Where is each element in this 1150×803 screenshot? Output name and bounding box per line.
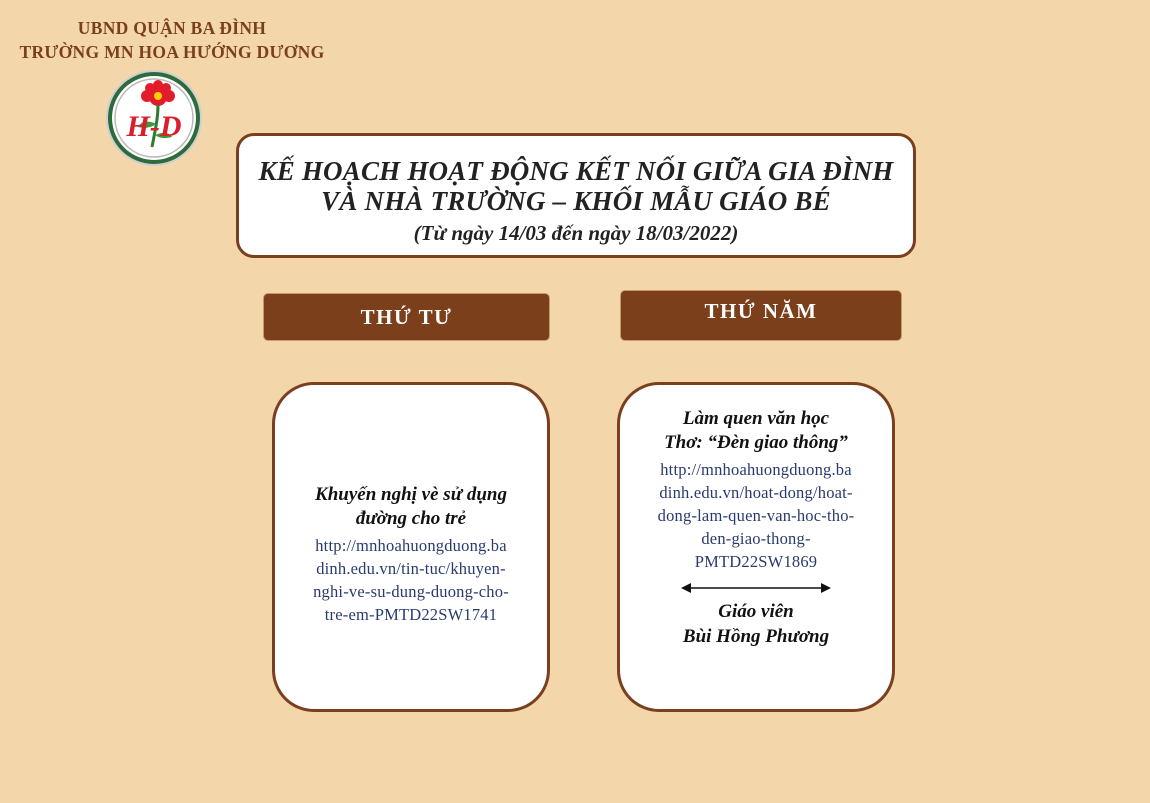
tab-wednesday: THỨ TƯ xyxy=(263,293,550,341)
activity-card-wednesday xyxy=(272,382,550,712)
activity-link[interactable] xyxy=(275,534,547,626)
plan-date-range: (Từ ngày 14/03 đến ngày 18/03/2022) xyxy=(413,221,739,245)
school-header xyxy=(0,16,344,64)
activity-link-line[interactable]: http://mnhoahuongduong.ba xyxy=(315,536,507,555)
activity-link-line[interactable]: tre-em-PMTD22SW1741 xyxy=(324,605,498,624)
double-arrow-divider xyxy=(681,581,831,595)
plan-title-line-1: KẾ HOẠCH HOẠT ĐỘNG KẾT NỐI GIỮA GIA ĐÌNH xyxy=(258,156,894,186)
tab-thursday: THỨ NĂM xyxy=(620,290,902,341)
activity-link-line[interactable]: dinh.edu.vn/tin-tuc/khuyen- xyxy=(316,559,506,578)
activity-link[interactable] xyxy=(620,458,892,573)
activity-title: Thơ: “Đèn giao thông” xyxy=(664,432,848,453)
activity-title: Làm quen văn học xyxy=(682,408,830,429)
school-logo xyxy=(100,69,208,167)
teacher-name: Bùi Hồng Phương xyxy=(682,626,830,647)
activity-link-line[interactable]: dong-lam-quen-van-hoc-tho- xyxy=(657,506,855,525)
plan-title-box xyxy=(236,133,916,258)
activity-link-line[interactable]: dinh.edu.vn/hoat-dong/hoat- xyxy=(659,483,853,502)
activity-title: đường cho trẻ xyxy=(355,508,467,529)
plan-title-line-2: VÀ NHÀ TRƯỜNG – KHỐI MẪU GIÁO BÉ xyxy=(321,186,831,216)
activity-title: Khuyến nghị vè sử dụng xyxy=(315,484,507,505)
school-name: TRƯỜNG MN HOA HƯỚNG DƯƠNG xyxy=(19,42,325,62)
logo-text: H-D xyxy=(126,110,182,143)
activity-link-line[interactable]: nghi-ve-su-dung-duong-cho- xyxy=(313,582,509,601)
activity-link-line[interactable]: den-giao-thong- xyxy=(701,529,811,548)
activity-card-thursday xyxy=(617,382,895,712)
activity-link-line[interactable]: PMTD22SW1869 xyxy=(694,552,818,571)
teacher-role: Giáo viên xyxy=(718,601,794,622)
district-name: UBND QUẬN BA ĐÌNH xyxy=(77,18,267,38)
activity-link-line[interactable]: http://mnhoahuongduong.ba xyxy=(660,460,852,479)
